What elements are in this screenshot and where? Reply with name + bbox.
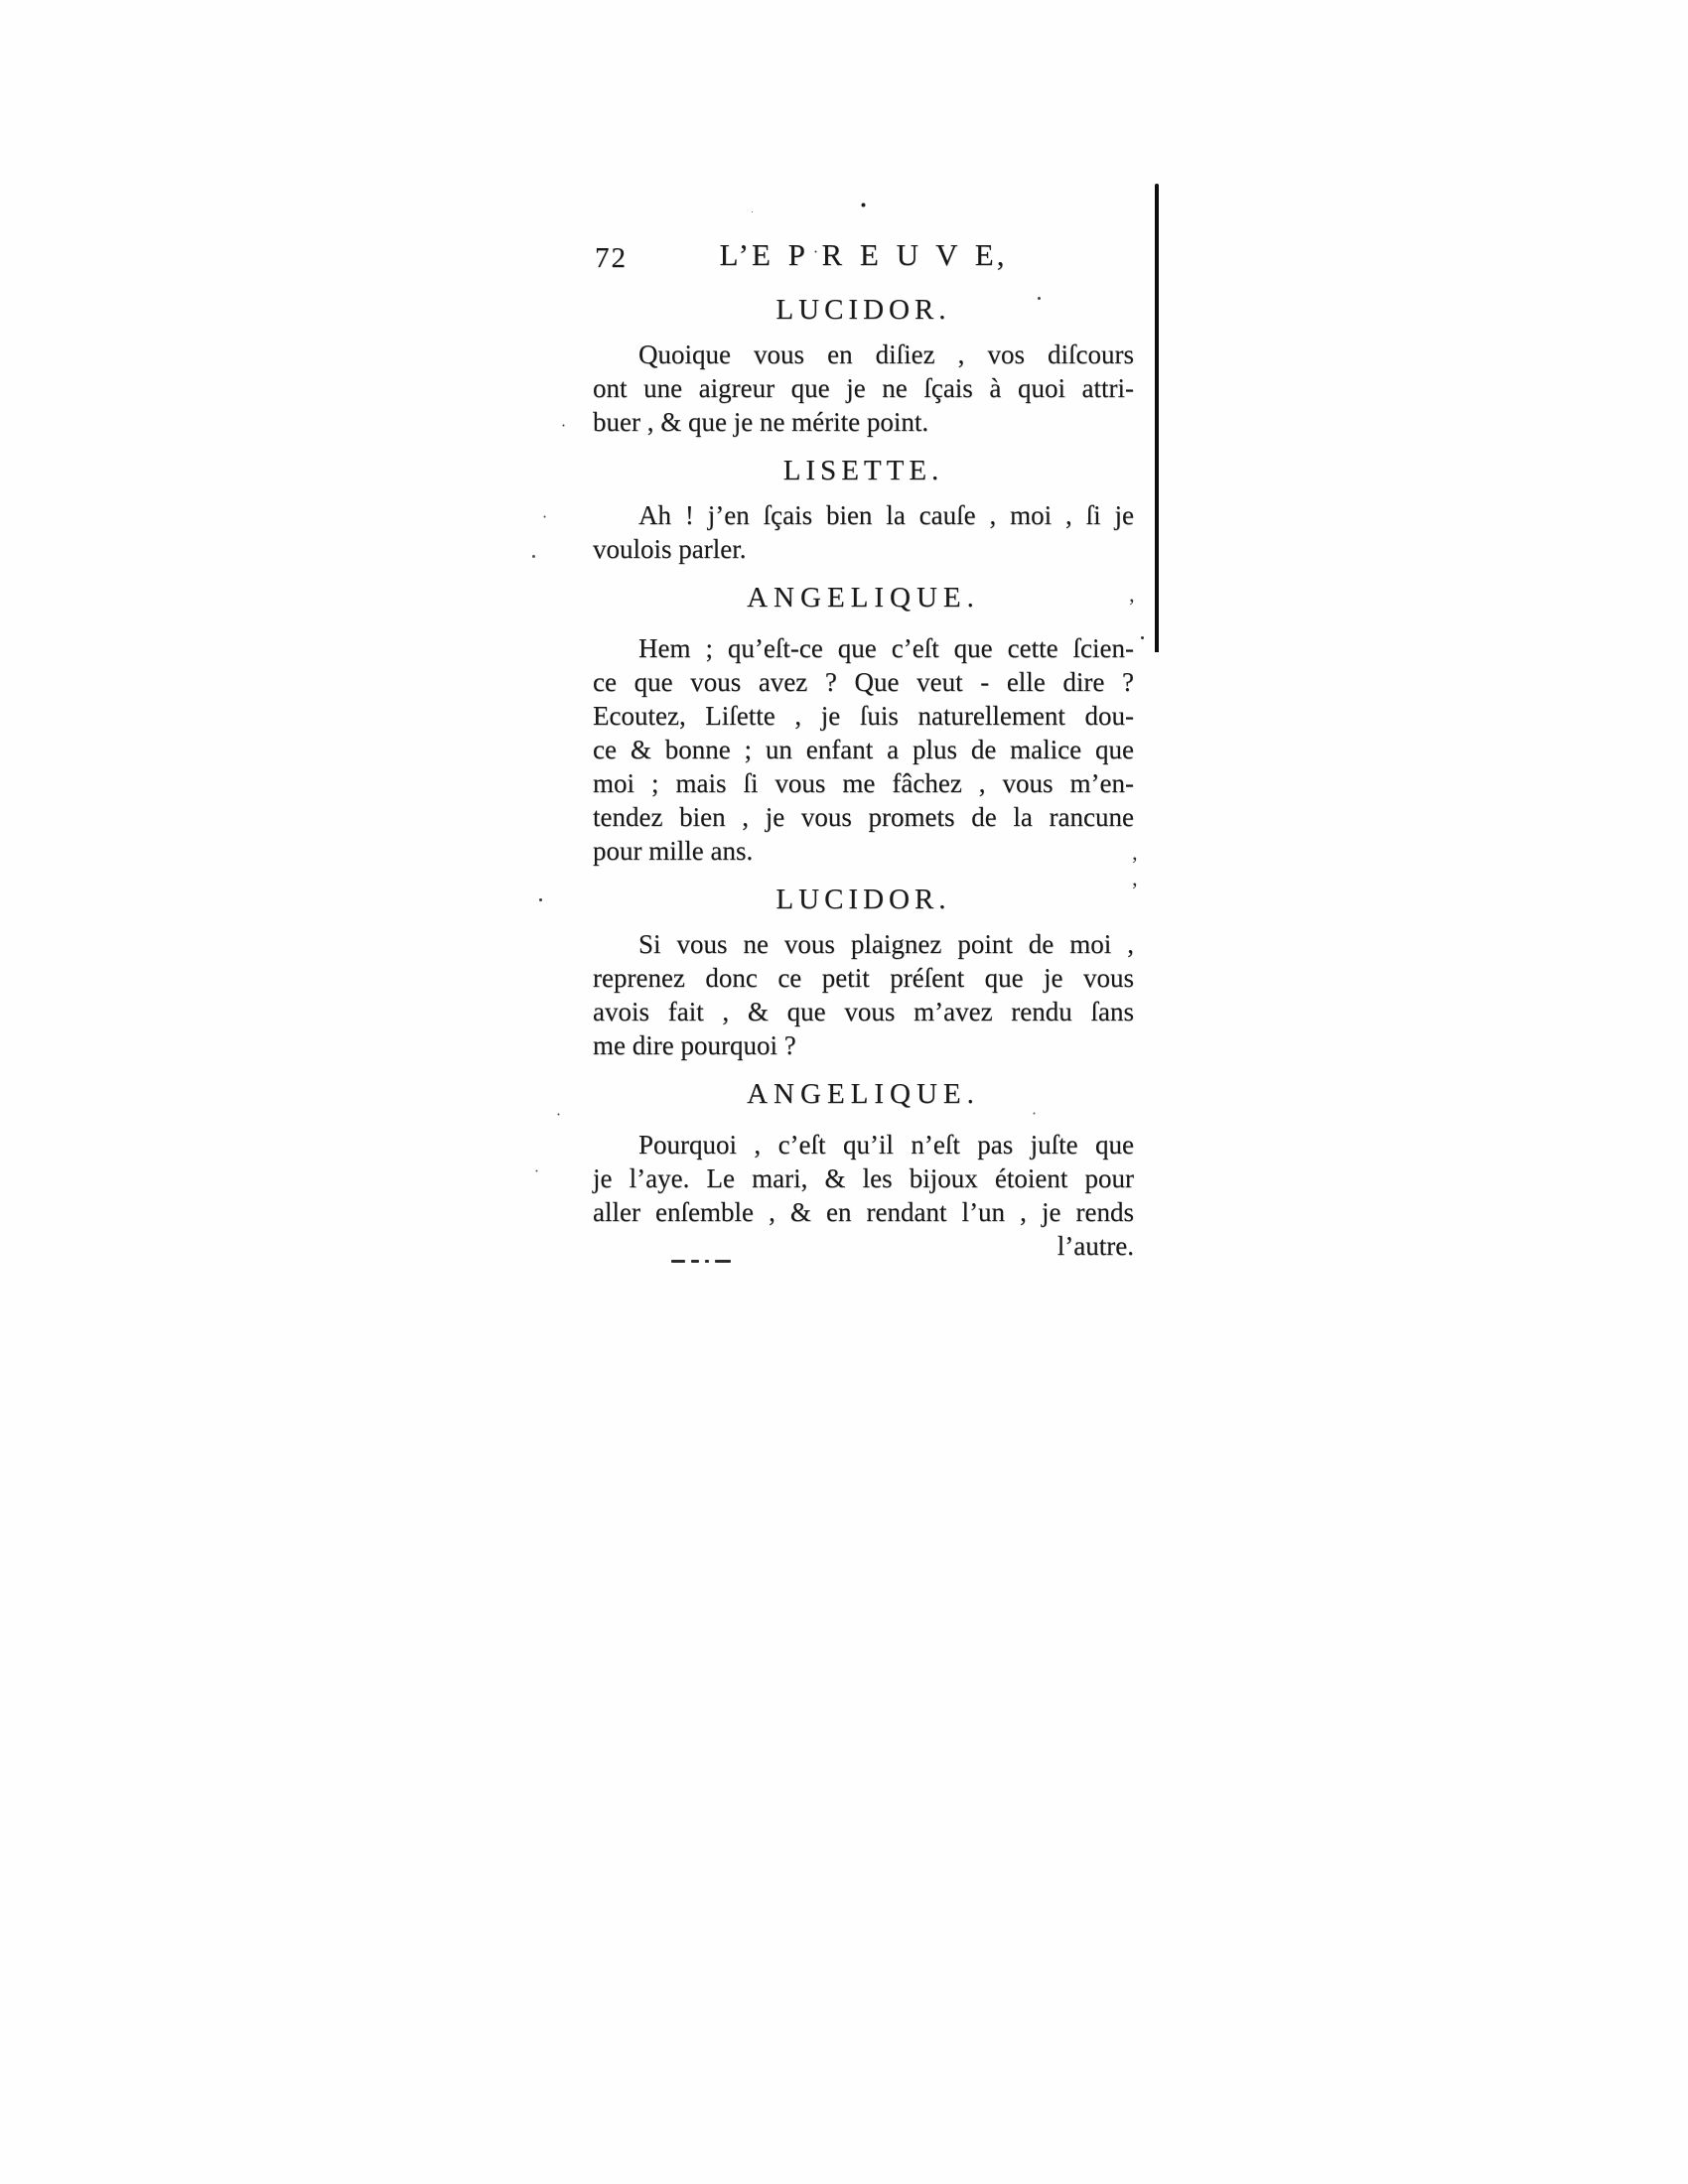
running-title: L’E P R E U V E, [719, 237, 1008, 272]
speech-line: reprenez donc ce petit préſent que je vous [593, 963, 1134, 993]
speech-line: tendez bien , je vous promets de la rancune [593, 802, 1134, 832]
speech-block [593, 580, 1134, 868]
speech-line: ce & bonne ; un enfant a plus de malice que [593, 735, 1134, 764]
speech-line: Quoique vous en diſiez , vos diſcours [638, 340, 1134, 369]
ink-specks [0, 0, 3, 3]
speech-line: pour mille ans. [593, 836, 754, 866]
speech-line: aller enſemble , & en rendant l’un , je rends [593, 1197, 1134, 1227]
text-block [593, 238, 1134, 1263]
speech-line: me dire pourquoi ? [593, 1030, 796, 1060]
speech-line: avois fait , & que vous m’avez rendu ſans [593, 997, 1134, 1026]
speech-line: Ah ! j’en ſçais bien la cauſe , moi , ſi je [638, 500, 1134, 530]
speech-line: je l’aye. Le mari, & les bijoux étoient pour [593, 1163, 1134, 1193]
speech-line: Hem ; qu’eſt-ce que c’eſt que cette ſcien- [638, 633, 1134, 663]
ink-mark: ’ [1131, 878, 1139, 902]
ink-mark: ’ [1131, 852, 1139, 877]
page-header [593, 238, 1134, 278]
speech-line: ont une aigreur que je ne ſçais à quoi attri- [593, 373, 1134, 403]
speech-line: moi ; mais ſi vous me fâchez , vous m’en- [593, 768, 1134, 798]
speech-line: Pourquoi , c’eſt qu’il n’eſt pas juſte que [638, 1130, 1134, 1160]
speech-block [593, 453, 1134, 566]
speech-line: ce que vous avez ? Que veut - elle dire ? [593, 667, 1134, 697]
speaker-heading: LUCIDOR. [775, 884, 951, 915]
speaker-heading: ANGELIQUE. [747, 582, 980, 614]
speech-line: Si vous ne vous plaignez point de moi , [638, 929, 1134, 959]
speaker-heading: LISETTE. [782, 455, 944, 486]
speaker-heading: LUCIDOR. [775, 294, 951, 326]
page-number: 72 [595, 242, 628, 274]
speech-block [593, 882, 1134, 1062]
speech-block [593, 292, 1134, 439]
speaker-heading: ANGELIQUE. [747, 1078, 980, 1110]
speech-line: Ecoutez, Liſette , je ſuis naturellement dou- [593, 701, 1134, 731]
ink-smudge [671, 1260, 731, 1263]
speech-block [593, 1076, 1134, 1229]
ink-mark: ’ [1128, 594, 1136, 618]
page-edge-rule [1155, 184, 1159, 652]
speech-line: buer , & que je ne mérite point. [593, 407, 929, 437]
speech-line: voulois parler. [593, 534, 747, 564]
catchword: l’autre. [1056, 1231, 1134, 1261]
